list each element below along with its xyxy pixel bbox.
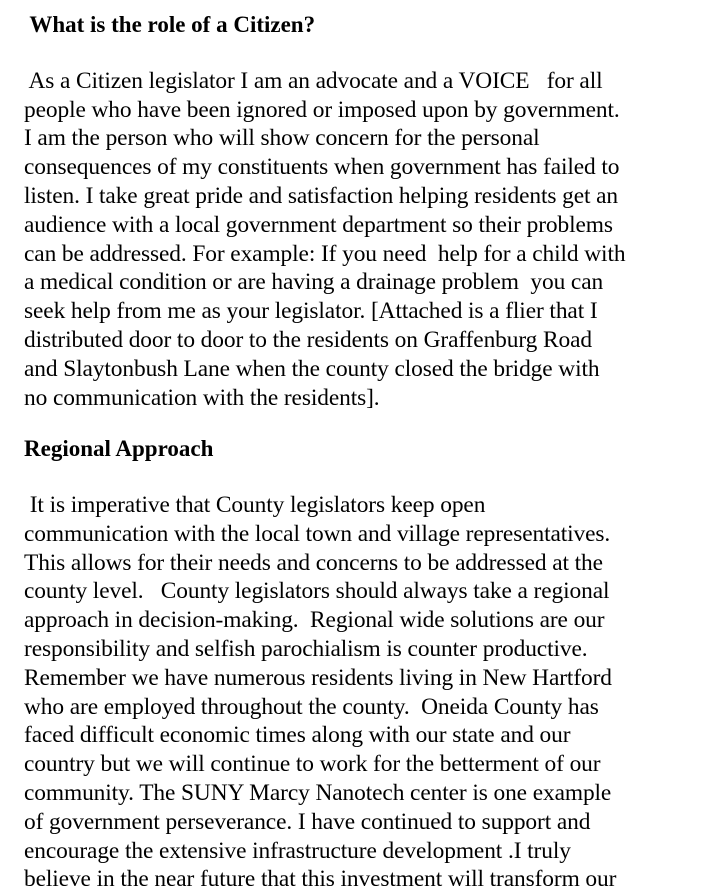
paragraph-line: I am the person who will show concern for the personal — [24, 125, 540, 152]
paragraph-line: of government perseverance. I have continued to support and — [24, 808, 591, 835]
paragraph-line: audience with a local government department so their problems — [24, 211, 613, 238]
paragraph-line: consequences of my constituents when government has failed to — [24, 154, 620, 181]
section-heading: Regional Approach — [24, 436, 214, 461]
section-regional-approach-body — [24, 491, 616, 894]
paragraph-line: county level. County legislators should always take a regional — [24, 578, 610, 605]
paragraph-line: listen. I take great pride and satisfaction helping residents get an — [24, 182, 619, 209]
paragraph-line: and Slaytonbush Lane when the county closed the bridge with — [24, 355, 600, 382]
paragraph-line: people who have been ignored or imposed upon by government. — [24, 96, 620, 123]
paragraph-line: a medical condition or are having a drainage problem you can — [24, 269, 604, 296]
section-regional-approach — [24, 434, 213, 463]
paragraph-line: faced difficult economic times along with our state and our — [24, 722, 571, 749]
paragraph-line: communication with the local town and village representatives. — [24, 520, 611, 547]
section-citizen-role-body — [24, 38, 625, 412]
paragraph-line: no communication with the residents]. — [24, 384, 380, 411]
paragraph-line — [24, 38, 625, 67]
section-citizen-role — [24, 10, 315, 39]
paragraph-line: seek help from me as your legislator. [Attached is a flier that I — [24, 298, 598, 325]
paragraph-line: As a Citizen legislator I am an advocate and a VOICE for all — [24, 67, 603, 94]
paragraph-line: encourage the extensive infrastructure development .I truly — [24, 837, 571, 864]
paragraph-line: approach in decision-making. Regional wide solutions are our — [24, 607, 605, 634]
paragraph-line: responsibility and selfish parochialism is counter productive. — [24, 635, 588, 662]
paragraph-line: can be addressed. For example: If you need help for a child with — [24, 240, 626, 267]
paragraph-line: Remember we have numerous residents living in New Hartford — [24, 664, 612, 691]
section-heading: What is the role of a Citizen? — [24, 12, 316, 37]
paragraph-line: It is imperative that County legislators keep open — [24, 492, 486, 518]
paragraph-line: who are employed throughout the county. Oneida County has — [24, 693, 599, 720]
paragraph-line: believe in the near future that this investment will transform our — [24, 866, 617, 893]
paragraph-line: country but we will continue to work for the betterment of our — [24, 751, 601, 778]
paragraph-line: This allows for their needs and concerns to be addressed at the — [24, 549, 603, 576]
paragraph-line: distributed door to door to the residents on Graffenburg Road — [24, 326, 592, 353]
paragraph-line: community. The SUNY Marcy Nanotech center is one example — [24, 779, 612, 806]
